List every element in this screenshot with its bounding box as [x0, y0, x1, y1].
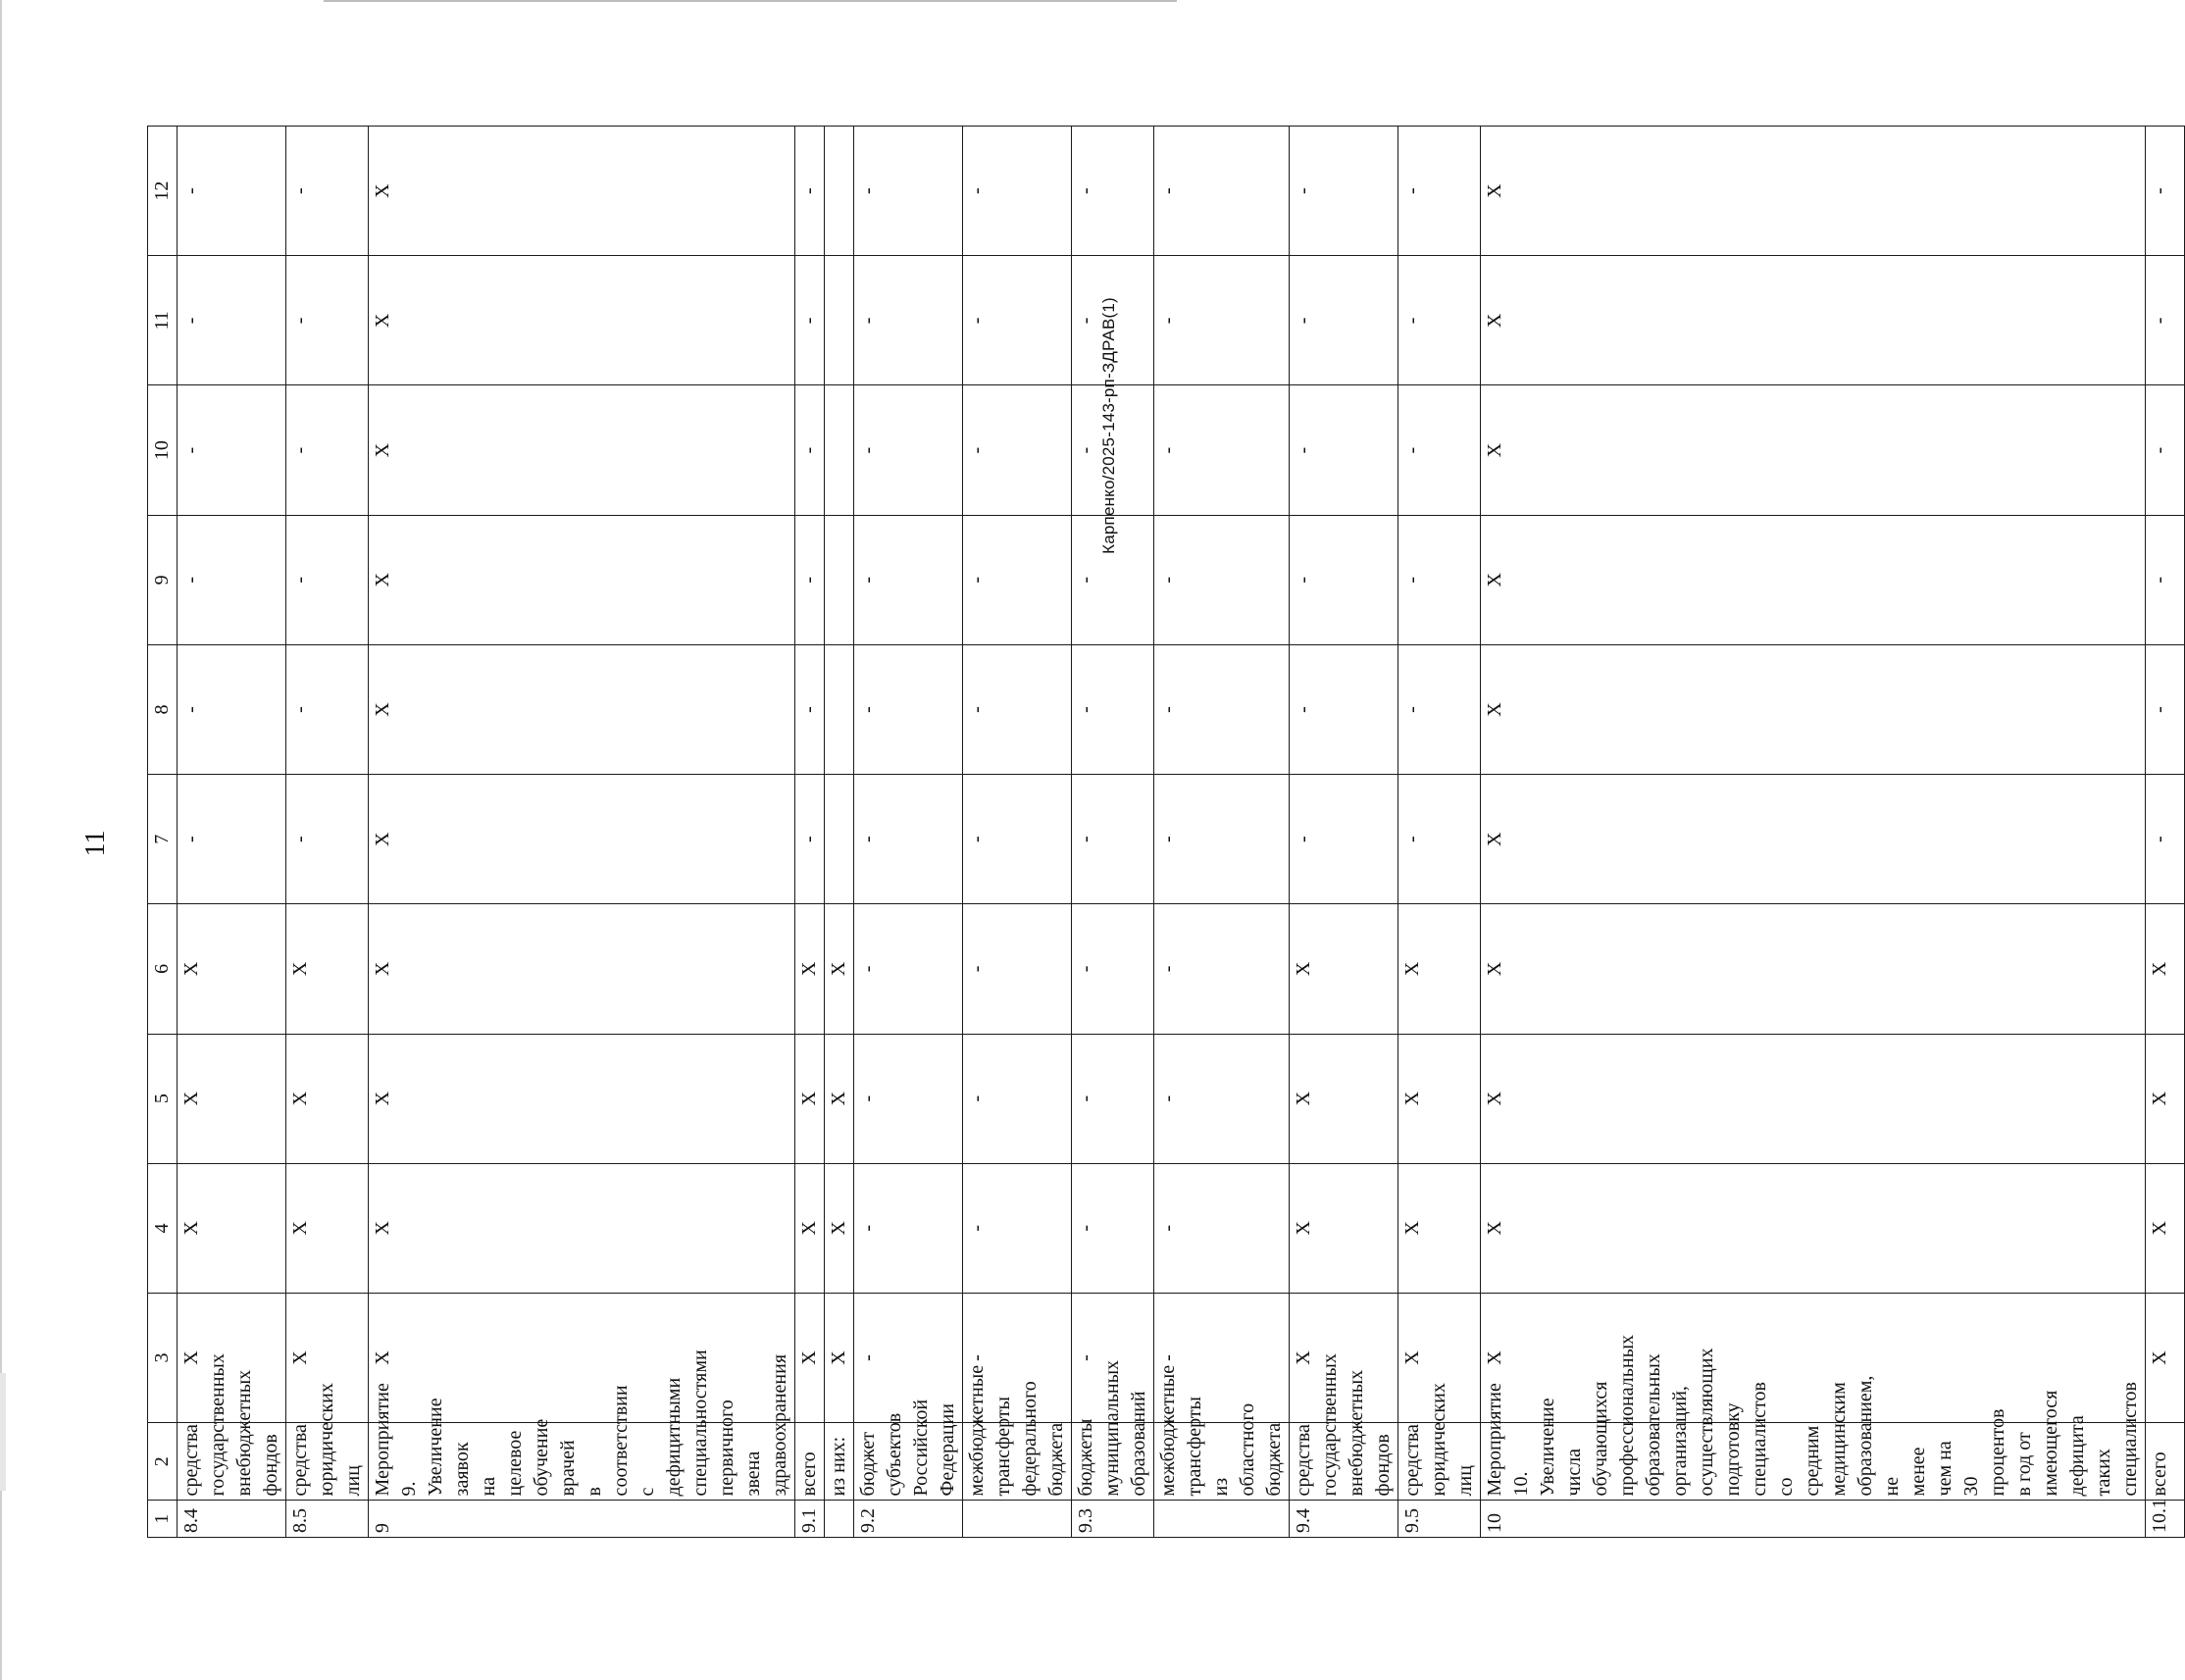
header-cell: 5: [148, 1034, 178, 1163]
value-cell: -: [963, 904, 1072, 1034]
value-cell: -: [2146, 127, 2185, 256]
value-cell: X: [1481, 256, 2146, 385]
value-cell: -: [1072, 256, 1154, 385]
value-cell: -: [1154, 775, 1290, 904]
value-cell: X: [1481, 1034, 2146, 1163]
table-row: [1072, 127, 1154, 1538]
value-cell: -: [963, 644, 1072, 774]
value-cell: X: [1481, 1163, 2146, 1293]
header-cell: 6: [148, 904, 178, 1034]
value-cell: -: [1398, 256, 1481, 385]
value-cell: -: [1290, 644, 1398, 774]
header-cell: 10: [148, 385, 178, 515]
value-cell: X: [2146, 1163, 2185, 1293]
value-cell: -: [178, 127, 286, 256]
row-description: средства государственных внебюджетных фондов: [178, 1423, 286, 1501]
value-cell: -: [178, 775, 286, 904]
value-cell: -: [1290, 515, 1398, 644]
value-cell: -: [1154, 1163, 1290, 1293]
value-cell: X: [825, 904, 854, 1034]
value-cell: X: [1290, 1034, 1398, 1163]
value-cell: X: [2146, 904, 2185, 1034]
value-cell: -: [1154, 385, 1290, 515]
value-cell: X: [369, 775, 795, 904]
value-cell: [825, 644, 854, 774]
table-row: [854, 127, 963, 1538]
header-cell: 4: [148, 1163, 178, 1293]
table-row: [825, 127, 854, 1538]
value-cell: -: [795, 644, 825, 774]
page-number: 11: [80, 830, 111, 857]
value-cell: -: [1072, 385, 1154, 515]
value-cell: X: [795, 1034, 825, 1163]
value-cell: -: [854, 385, 963, 515]
row-description: средства юридических лиц: [286, 1423, 369, 1501]
value-cell: -: [1154, 127, 1290, 256]
value-cell: -: [2146, 775, 2185, 904]
value-cell: -: [1072, 644, 1154, 774]
value-cell: -: [795, 127, 825, 256]
table-row: [1481, 127, 2146, 1538]
value-cell: X: [1481, 904, 2146, 1034]
value-cell: X: [178, 1293, 286, 1422]
row-description: Мероприятие 9. Увеличение заявок на целевое обучение врачей в соответствии с дефицитными специальностями первичного звена здравоохранения: [369, 1423, 795, 1501]
value-cell: X: [369, 1034, 795, 1163]
value-cell: -: [286, 644, 369, 774]
row-number: 10: [1481, 1501, 2146, 1538]
header-cell: 2: [148, 1423, 178, 1501]
value-cell: -: [1154, 644, 1290, 774]
value-cell: -: [1290, 385, 1398, 515]
table-row: [286, 127, 369, 1538]
value-cell: -: [286, 127, 369, 256]
value-cell: -: [286, 385, 369, 515]
value-cell: X: [1398, 1034, 1481, 1163]
row-number: 8.5: [286, 1501, 369, 1538]
header-row: [148, 127, 178, 1538]
value-cell: -: [854, 127, 963, 256]
value-cell: -: [178, 385, 286, 515]
row-description: межбюджетные трансферты федерального бюджета: [963, 1423, 1072, 1501]
value-cell: -: [1154, 256, 1290, 385]
value-cell: X: [1481, 775, 2146, 904]
value-cell: -: [963, 775, 1072, 904]
value-cell: X: [2146, 1293, 2185, 1422]
value-cell: -: [1398, 127, 1481, 256]
value-cell: -: [963, 1034, 1072, 1163]
value-cell: -: [2146, 515, 2185, 644]
document-code-text: Карпенко/2025-143-рп-ЗДРАВ(1): [1099, 297, 1118, 554]
value-cell: [825, 775, 854, 904]
value-cell: -: [854, 1293, 963, 1422]
value-cell: -: [854, 515, 963, 644]
value-cell: [825, 385, 854, 515]
value-cell: -: [795, 515, 825, 644]
value-cell: -: [1154, 1293, 1290, 1422]
value-cell: -: [1290, 127, 1398, 256]
header-cell: 11: [148, 256, 178, 385]
value-cell: X: [825, 1293, 854, 1422]
value-cell: -: [963, 515, 1072, 644]
value-cell: -: [2146, 385, 2185, 515]
table-row: [1290, 127, 1398, 1538]
row-description: средства юридических лиц: [1398, 1423, 1481, 1501]
value-cell: X: [369, 1163, 795, 1293]
value-cell: -: [1290, 775, 1398, 904]
value-cell: X: [1481, 515, 2146, 644]
value-cell: X: [825, 1034, 854, 1163]
value-cell: -: [854, 644, 963, 774]
value-cell: -: [963, 256, 1072, 385]
value-cell: X: [1398, 1293, 1481, 1422]
value-cell: X: [2146, 1034, 2185, 1163]
value-cell: X: [286, 1293, 369, 1422]
row-description: межбюджетные трансферты из областного бюджета: [1154, 1423, 1290, 1501]
value-cell: X: [178, 1163, 286, 1293]
row-number: [825, 1501, 854, 1538]
value-cell: -: [1154, 515, 1290, 644]
row-description: всего: [2146, 1423, 2185, 1501]
value-cell: X: [286, 1163, 369, 1293]
row-number: 9.3: [1072, 1501, 1154, 1538]
header-cell: 7: [148, 775, 178, 904]
value-cell: -: [2146, 256, 2185, 385]
value-cell: -: [1398, 644, 1481, 774]
data-table: [147, 126, 2185, 1538]
value-cell: -: [963, 127, 1072, 256]
value-cell: [825, 515, 854, 644]
value-cell: -: [854, 904, 963, 1034]
value-cell: X: [1290, 1163, 1398, 1293]
value-cell: -: [178, 515, 286, 644]
value-cell: -: [854, 256, 963, 385]
value-cell: -: [795, 385, 825, 515]
value-cell: -: [1154, 1034, 1290, 1163]
value-cell: X: [369, 515, 795, 644]
row-description: средства государственных внебюджетных фондов: [1290, 1423, 1398, 1501]
value-cell: X: [369, 1293, 795, 1422]
row-number: 9: [369, 1501, 795, 1538]
header-cell: 8: [148, 644, 178, 774]
table-row: [795, 127, 825, 1538]
row-description: бюджет субъектов Российской Федерации: [854, 1423, 963, 1501]
table-row: [1154, 127, 1290, 1538]
value-cell: -: [1398, 515, 1481, 644]
scan-shadow: [0, 1373, 6, 1491]
table-row: [369, 127, 795, 1538]
value-cell: X: [369, 904, 795, 1034]
value-cell: -: [963, 385, 1072, 515]
table-row: [178, 127, 286, 1538]
value-cell: -: [286, 775, 369, 904]
value-cell: X: [286, 1034, 369, 1163]
value-cell: -: [795, 256, 825, 385]
row-number: 10.1: [2146, 1501, 2185, 1538]
row-number: 9.1: [795, 1501, 825, 1538]
value-cell: X: [825, 1163, 854, 1293]
table-row: [1398, 127, 1481, 1538]
value-cell: -: [854, 1163, 963, 1293]
value-cell: -: [1290, 256, 1398, 385]
value-cell: -: [1072, 1034, 1154, 1163]
value-cell: -: [286, 515, 369, 644]
value-cell: X: [369, 127, 795, 256]
value-cell: X: [1290, 904, 1398, 1034]
value-cell: -: [963, 1163, 1072, 1293]
value-cell: X: [1398, 904, 1481, 1034]
value-cell: -: [1072, 904, 1154, 1034]
table-row: [2146, 127, 2185, 1538]
row-number: 9.5: [1398, 1501, 1481, 1538]
value-cell: X: [1290, 1293, 1398, 1422]
value-cell: -: [286, 256, 369, 385]
value-cell: -: [1072, 127, 1154, 256]
row-description: всего: [795, 1423, 825, 1501]
header-cell: 9: [148, 515, 178, 644]
row-description: Мероприятие 10. Увеличение числа обучающихся профессиональных образовательных организаций, осуществляющих подготовку специалистов со средним медицинским образованием, не менее чем на 30 процентов в год от имеющегося дефицита таких специалистов: [1481, 1423, 2146, 1501]
row-number: 9.4: [1290, 1501, 1398, 1538]
value-cell: -: [2146, 644, 2185, 774]
header-cell: 3: [148, 1293, 178, 1422]
value-cell: -: [1072, 775, 1154, 904]
header-cell: 1: [148, 1501, 178, 1538]
row-number: 9.2: [854, 1501, 963, 1538]
value-cell: [825, 256, 854, 385]
value-cell: X: [369, 256, 795, 385]
value-cell: -: [178, 644, 286, 774]
value-cell: X: [369, 385, 795, 515]
value-cell: X: [1398, 1163, 1481, 1293]
row-number: 8.4: [178, 1501, 286, 1538]
value-cell: X: [1481, 127, 2146, 256]
value-cell: -: [854, 775, 963, 904]
value-cell: X: [1481, 1293, 2146, 1422]
value-cell: -: [1072, 1293, 1154, 1422]
value-cell: -: [1072, 515, 1154, 644]
value-cell: X: [286, 904, 369, 1034]
value-cell: X: [369, 644, 795, 774]
value-cell: X: [178, 904, 286, 1034]
row-description: бюджеты муниципальных образований: [1072, 1423, 1154, 1501]
value-cell: X: [795, 1163, 825, 1293]
value-cell: -: [795, 775, 825, 904]
table-row: [963, 127, 1072, 1538]
row-number: [963, 1501, 1072, 1538]
value-cell: -: [178, 256, 286, 385]
value-cell: -: [1154, 904, 1290, 1034]
scan-edge-top: [324, 0, 1177, 2]
value-cell: X: [178, 1034, 286, 1163]
value-cell: [825, 127, 854, 256]
header-cell: 12: [148, 127, 178, 256]
value-cell: -: [963, 1293, 1072, 1422]
row-number: [1154, 1501, 1290, 1538]
row-description: из них:: [825, 1423, 854, 1501]
value-cell: X: [795, 904, 825, 1034]
value-cell: X: [1481, 644, 2146, 774]
value-cell: -: [1398, 385, 1481, 515]
value-cell: -: [1398, 775, 1481, 904]
value-cell: -: [1072, 1163, 1154, 1293]
value-cell: X: [795, 1293, 825, 1422]
value-cell: -: [854, 1034, 963, 1163]
value-cell: X: [1481, 385, 2146, 515]
